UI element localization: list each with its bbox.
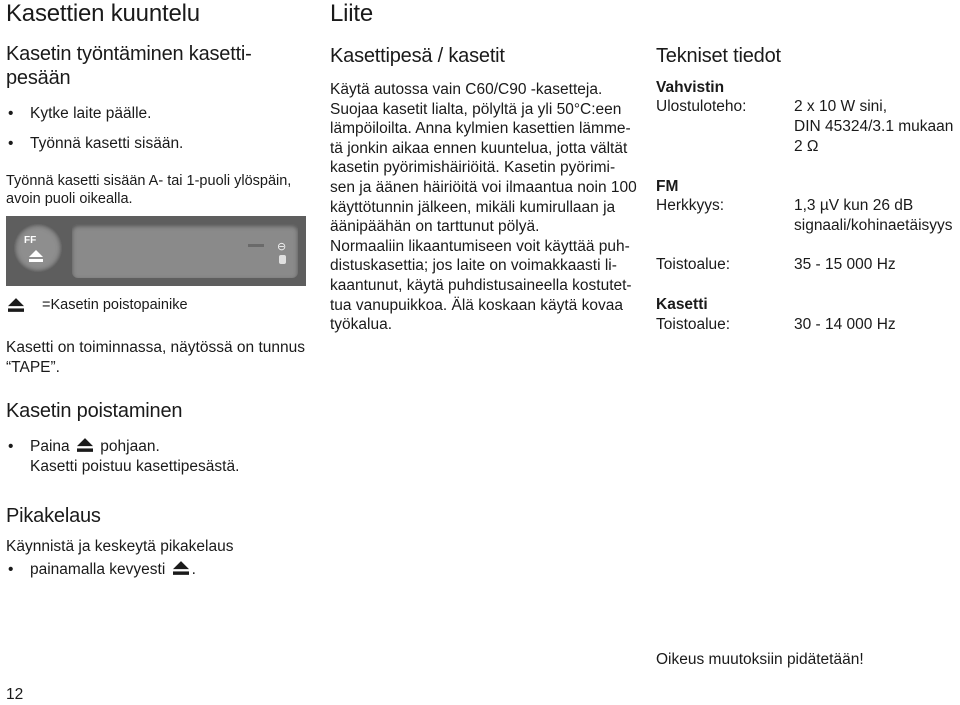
tape-note <box>6 338 305 378</box>
section-title: Kasettien kuuntelu <box>6 0 200 27</box>
indicator-light <box>279 255 286 264</box>
text-line: tua vanupuikkoa. Älä koskaan käytä kovaa <box>330 296 623 314</box>
text-line: Normaaliin likaantumiseen voit käyttää puh- <box>330 237 630 255</box>
tape-range-value: 30 - 14 000 Hz <box>794 316 896 333</box>
insert-note-line1: Työnnä kasetti sisään A- tai 1-puoli ylöspäin, <box>6 173 292 189</box>
ff-step-text: painamalla kevyesti <box>30 561 166 578</box>
eject-icon <box>77 438 93 452</box>
insert-note-line2: avoin puoli oikealla. <box>6 191 133 207</box>
insert-heading-line2: pesään <box>6 67 71 89</box>
remove-step-text: pohjaan. <box>100 438 160 455</box>
eject-icon <box>8 298 24 312</box>
ff-text: Käynnistä ja keskeytä pikakelaus <box>6 538 234 555</box>
remove-step-result: Kasetti poistuu kasettipesästä. <box>30 458 240 475</box>
list-item <box>6 437 239 457</box>
list-item: • Työnnä kasetti sisään. <box>6 134 183 154</box>
slot-groove <box>248 244 264 247</box>
sensitivity-label: Herkkyys: <box>656 197 725 214</box>
sensitivity-value-line2: signaali/kohinaetäisyys <box>794 217 953 234</box>
tape-heading: Kasetti <box>656 296 708 313</box>
text-line: kaantunut, käytä puhdistusaineella kostutet- <box>330 276 632 294</box>
text-line: kasetin pyörimishäiriöitä. Kasetin pyörimi- <box>330 159 616 177</box>
tape-note-line1: Kasetti on toiminnassa, näytössä on tunnus <box>6 339 305 356</box>
cassette-care-text <box>330 80 638 335</box>
insert-note <box>6 172 291 208</box>
text-line: äänipäähän on tarttunut pölyä. <box>330 218 540 236</box>
sensitivity-value-line1: 1,3 µV kun 26 dB <box>794 197 914 214</box>
text-line: distuskasettia; jos laite on voimakkaasti li- <box>330 257 617 275</box>
tape-indicator: ⊖ <box>277 241 287 253</box>
output-value-line1: 2 x 10 W sini, <box>794 98 888 115</box>
eject-icon <box>29 250 43 262</box>
cassette-slot-photo <box>6 216 306 286</box>
text-line: työkalua. <box>330 316 393 334</box>
ff-steps <box>6 560 196 580</box>
eject-legend <box>8 296 188 314</box>
cassette-heading: Kasettipesä / kasetit <box>330 45 505 67</box>
text-line: lämpöiloilta. Anna kylmien kasettien lämme- <box>330 120 631 138</box>
ff-eject-button[interactable] <box>14 224 62 272</box>
insert-heading-line1: Kasetin työntäminen kasetti- <box>6 43 252 65</box>
specs-heading: Tekniset tiedot <box>656 45 781 67</box>
cassette-slot[interactable] <box>72 224 298 278</box>
appendix-title: Liite <box>330 0 374 27</box>
text-line: sen ja äänen häiriöitä voi ilmaantua noin 100 <box>330 178 637 196</box>
amp-heading: Vahvistin <box>656 79 725 96</box>
list-item <box>6 457 239 477</box>
text-line: Käytä autossa vain C60/C90 -kasetteja. <box>330 81 603 98</box>
eject-icon <box>173 561 189 575</box>
text-line: tä jonkin aikaa ennen kuuntelua, jotta vältät <box>330 139 628 157</box>
output-value-line3: 2 Ω <box>794 138 819 155</box>
fm-heading: FM <box>656 178 679 195</box>
remove-heading: Kasetin poistaminen <box>6 400 183 422</box>
ff-heading: Pikakelaus <box>6 505 101 527</box>
remove-step-text: Paina <box>30 438 70 455</box>
remove-steps <box>6 437 239 477</box>
tape-range-label: Toistoalue: <box>656 316 731 333</box>
eject-legend-text: =Kasetin poistopainike <box>42 297 188 313</box>
tape-note-line2: “TAPE”. <box>6 359 60 376</box>
text-line: käyttötunnin jälkeen, mikäli kumirullaan ja <box>330 198 616 216</box>
fm-range-value: 35 - 15 000 Hz <box>794 256 896 273</box>
output-label: Ulostuloteho: <box>656 98 747 115</box>
insert-steps <box>6 104 183 154</box>
output-value-line2: DIN 45324/3.1 mukaan <box>794 118 954 135</box>
fm-range-label: Toistoalue: <box>656 256 731 273</box>
list-item <box>6 560 196 580</box>
disclaimer: Oikeus muutoksiin pidätetään! <box>656 651 864 668</box>
ff-label: FF <box>24 235 37 246</box>
page-number: 12 <box>6 686 24 703</box>
insert-heading <box>6 42 252 90</box>
list-item: • Kytke laite päälle. <box>6 104 183 124</box>
ff-step-end: . <box>191 561 196 578</box>
text-line: Suojaa kasetit lialta, pölyltä ja yli 50°C:een <box>330 100 622 118</box>
